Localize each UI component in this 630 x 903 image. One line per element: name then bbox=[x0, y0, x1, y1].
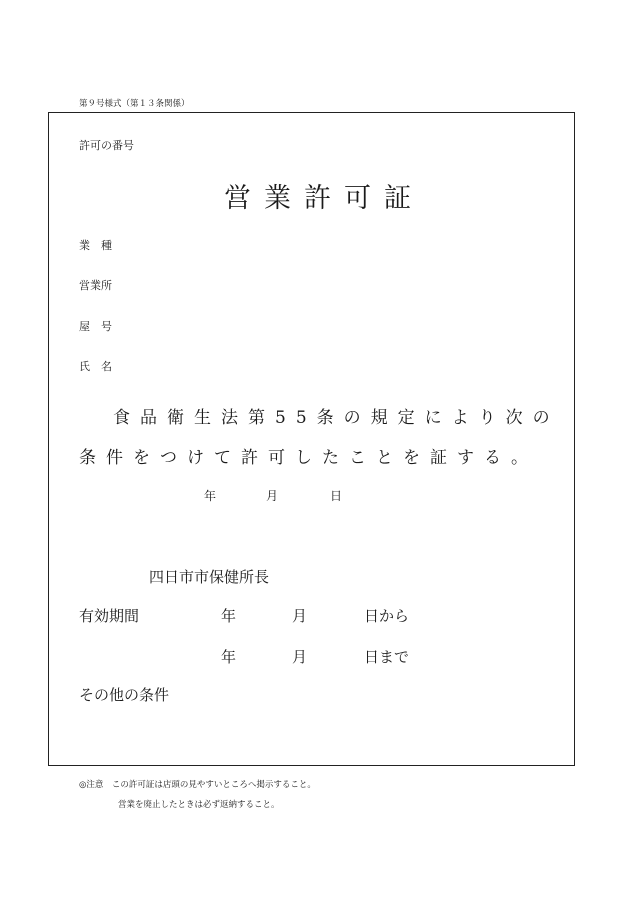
validity-to-day: 日まで bbox=[364, 648, 410, 666]
validity-to-year: 年 bbox=[221, 648, 237, 666]
issue-date-day: 日 bbox=[330, 489, 343, 503]
validity-label: 有効期間 bbox=[79, 607, 140, 625]
form-number: 第９号様式（第１３条関係） bbox=[79, 99, 190, 109]
note-line-1: ◎注意 この許可証は店頭の見やすいところへ掲示すること。 bbox=[79, 780, 316, 790]
validity-from-month: 月 bbox=[292, 607, 308, 625]
issuer-name: 四日市市保健所長 bbox=[149, 568, 270, 586]
permit-number-label: 許可の番号 bbox=[79, 139, 134, 152]
business-office-label: 営業所 bbox=[79, 279, 112, 292]
statement-line-1: 食品衛生法第55条の規定により次の bbox=[113, 408, 560, 428]
certificate-title: 営業許可証 bbox=[224, 183, 424, 214]
statement-line-2: 条件をつけて許可したことを証する。 bbox=[79, 448, 538, 468]
validity-to-month: 月 bbox=[292, 648, 308, 666]
shop-name-label: 屋号 bbox=[79, 320, 123, 333]
validity-from-day: 日から bbox=[364, 607, 410, 625]
issue-date-month: 月 bbox=[266, 489, 279, 503]
validity-from-year: 年 bbox=[221, 607, 237, 625]
issue-date-year: 年 bbox=[204, 489, 217, 503]
business-type-label: 業種 bbox=[79, 239, 123, 252]
person-name-label: 氏名 bbox=[79, 360, 123, 373]
other-conditions-label: その他の条件 bbox=[79, 686, 170, 704]
note-line-2: 営業を廃止したときは必ず返納すること。 bbox=[118, 800, 280, 810]
